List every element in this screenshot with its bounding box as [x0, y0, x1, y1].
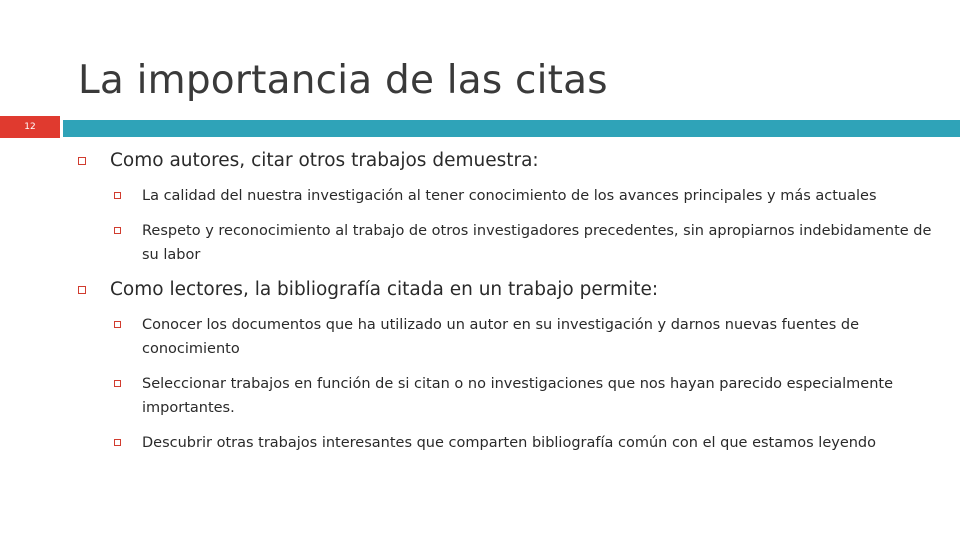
square-bullet-icon — [114, 227, 121, 234]
sub-bullet — [110, 431, 934, 455]
square-bullet-icon — [78, 157, 86, 165]
bullet-text: Como lectores, la bibliografía citada en un trabajo permite: — [110, 279, 659, 300]
square-bullet-icon — [114, 192, 121, 199]
bullet-text: Como autores, citar otros trabajos demuestra: — [110, 150, 539, 171]
sub-bullet — [110, 313, 934, 361]
sub-bullet-text: La calidad del nuestra investigación al tener conocimiento de los avances principales y más actuales — [142, 188, 877, 204]
sub-bullet — [110, 372, 934, 420]
slide-title: La importancia de las citas — [78, 58, 608, 103]
square-bullet-icon — [78, 286, 86, 294]
square-bullet-icon — [114, 380, 121, 387]
bullet-authors — [74, 148, 934, 174]
square-bullet-icon — [114, 321, 121, 328]
square-bullet-icon — [114, 439, 121, 446]
slide-content — [74, 148, 934, 455]
slide-number: 12 — [0, 116, 60, 138]
sub-bullet-text: Respeto y reconocimiento al trabajo de otros investigadores precedentes, sin apropiarnos indebidamente de su labor — [142, 223, 932, 263]
sub-bullet-text: Conocer los documentos que ha utilizado un autor en su investigación y darnos nuevas fuentes de conocimiento — [142, 317, 859, 357]
sub-bullet-text: Seleccionar trabajos en función de si citan o no investigaciones que nos hayan parecido especialmente importantes. — [142, 376, 893, 416]
accent-bar — [63, 120, 960, 137]
sub-bullet — [110, 184, 934, 208]
sub-bullet-text: Descubrir otras trabajos interesantes que comparten bibliografía común con el que estamos leyendo — [142, 435, 877, 451]
sub-bullet — [110, 219, 934, 267]
bullet-readers — [74, 277, 934, 303]
